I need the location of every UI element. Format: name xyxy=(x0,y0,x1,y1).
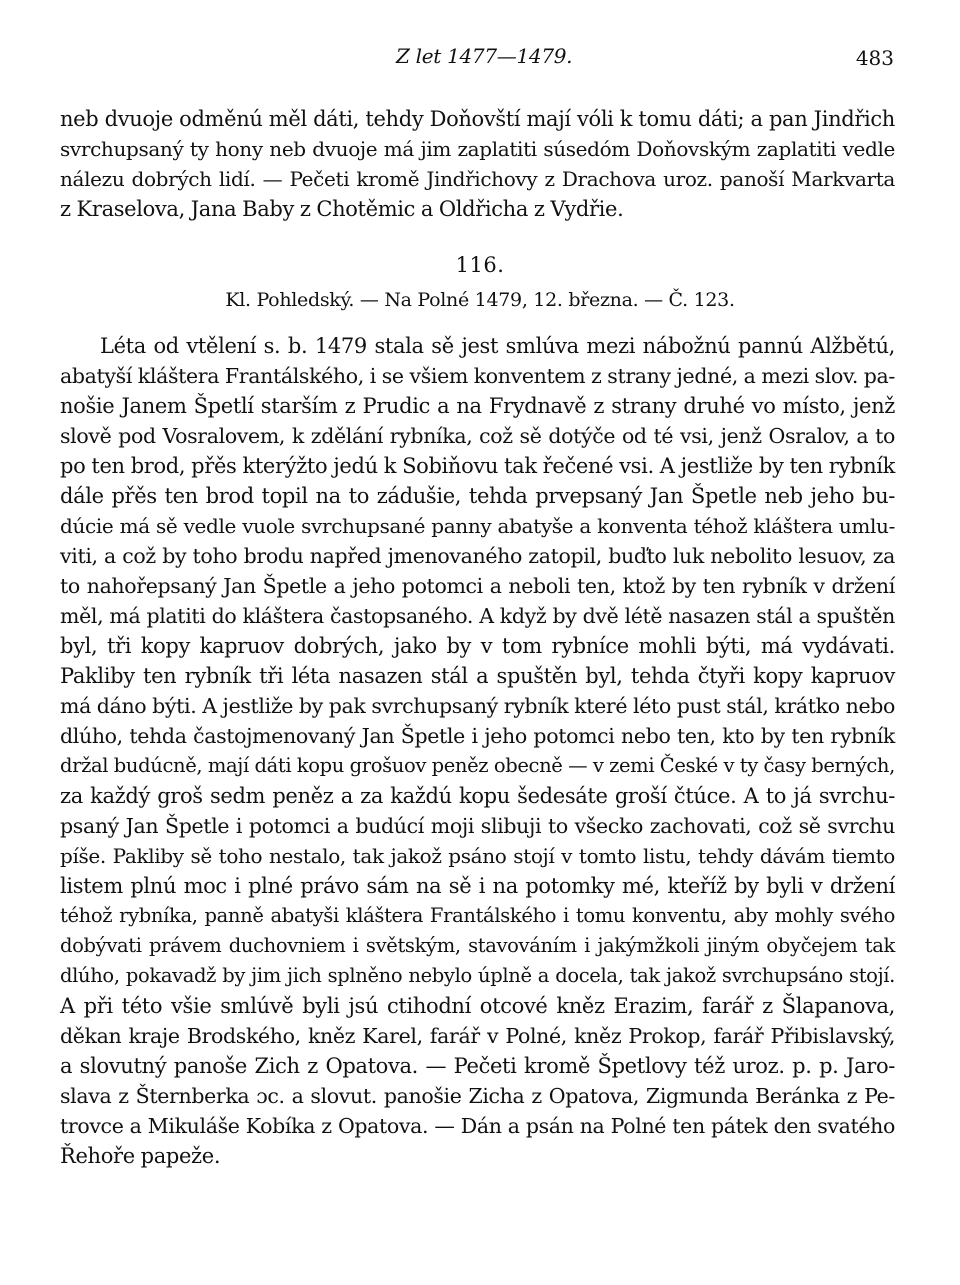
text-line: dále přěs ten brod topil na to zádušie, tehda prvepsaný Jan Špetle neb jeho bu- xyxy=(60,484,895,508)
text-line: děkan kraje Brodského, kněz Karel, farář v Polné, kněz Prokop, farář Přibislavský, xyxy=(60,1024,895,1048)
text-line: abatyší kláštera Frantálského, i se všiem konventem z strany jedné, a mezi slov. pa- xyxy=(60,364,895,388)
text-line: z Kraselova, Jana Baby z Chotěmic a Oldřicha z Vydřie. xyxy=(60,197,624,221)
text-line: neb dvuoje odměnú měl dáti, tehdy Doňovští mají vóli k tomu dáti; a pan Jindřich xyxy=(60,107,895,131)
text-line: slava z Šternberka ɔc. a slovut. panošie Zicha z Opatova, Zigmunda Beránka z Pe- xyxy=(60,1084,895,1108)
text-line: nošie Janem Špetlí starším z Prudic a na Frydnavě z strany druhé vo místo, jenž xyxy=(60,394,895,418)
document-regest: Kl. Pohledský. — Na Polné 1479, 12. března. — Č. 123. xyxy=(225,289,735,311)
text-line: byl, tři kopy kapruov dobrých, jako by v tom rybníce mohli býti, má vydávati. xyxy=(60,634,895,658)
text-line: píše. Pakliby sě toho nestalo, tak jakož psáno stojí v tomto listu, tehdy dávám tiemto xyxy=(60,844,895,868)
page-header xyxy=(60,44,898,76)
text-line: nálezu dobrých lidí. — Pečeti kromě Jindřichovy z Drachova uroz. panoší Markvarta xyxy=(60,167,895,191)
text-line: to nahořepsaný Jan Špetle a jeho potomci a neboli ten, ktož by ten rybník v držení xyxy=(60,574,895,598)
text-line: Řehoře papeže. xyxy=(60,1144,221,1168)
page-number: 483 xyxy=(855,46,894,70)
text-line: viti, a což by toho brodu napřed jmenovaného zatopil, buďto luk nebolito lesuov, za xyxy=(60,544,895,568)
text-line: dlúho, pokavadž by jim jich splněno nebylo úplně a docela, tak jakož svrchupsáno stojí. xyxy=(60,964,895,987)
running-head: Z let 1477—1479. xyxy=(396,44,573,68)
text-line: dlúho, tehda častojmenovaný Jan Špetle i jeho potomci nebo ten, kto by ten rybník xyxy=(60,724,895,748)
text-line: listem plnú moc i plné právo sám na sě i na potomky mé, kteříž by byli v držení xyxy=(60,874,895,898)
document-number: 116. xyxy=(455,253,505,277)
text-line: A při této všie smlúvě byli jsú ctihodní otcové kněz Erazim, farář z Šlapanova, xyxy=(60,994,895,1018)
text-line: slově pod Vosralovem, k zdělání rybníka, což sě dotýče od té vsi, jenž Osralov, a to xyxy=(60,424,895,448)
text-line: dobývati právem duchovniem i světským, stavováním i jakýmžkoli jiným obyčejem tak xyxy=(60,934,895,957)
text-line: držal budúcně, mají dáti kopu grošuov peněz obecně — v zemi České v ty časy berných, xyxy=(60,754,895,777)
text-line: měl, má platiti do kláštera častopsaného. A když by dvě létě nasazen stál a spuštěn xyxy=(60,604,895,628)
text-line: téhož rybníka, panně abatyši kláštera Frantálského i tomu konventu, aby mohly svého xyxy=(60,904,895,927)
text-line: svrchupsaný ty hony neb dvuoje má jim zaplatiti súsedóm Doňovským zaplatiti vedle xyxy=(60,137,895,161)
text-line: po ten brod, přěs kterýžto jedú k Sobiňovu tak řečené vsi. A jestliže by ten rybník xyxy=(60,454,895,478)
text-line: dúcie má sě vedle vuole svrchupsané panny abatyše a konventa téhož kláštera umlu- xyxy=(60,514,895,538)
text-line: Léta od vtělení s. b. 1479 stala sě jest smlúva mezi nábožnú pannú Alžbětú, xyxy=(100,334,895,358)
text-line: za každý groš sedm peněz a za každú kopu šedesáte groší čtúce. A to já svrchu- xyxy=(60,784,895,808)
text-line: má dáno býti. A jestliže by pak svrchupsaný rybník které léto pust stál, krátko nebo xyxy=(60,694,895,718)
text-line: psaný Jan Špetle i potomci a budúcí moji slibuji to všecko zachovati, což sě svrchu xyxy=(60,814,895,838)
text-line: a slovutný panoše Zich z Opatova. — Pečeti kromě Špetlovy též uroz. p. p. Jaro- xyxy=(60,1054,895,1078)
text-line: Pakliby ten rybník tři léta nasazen stál a spuštěn byl, tehda čtyři kopy kapruov xyxy=(60,664,895,688)
text-line: trovce a Mikuláše Kobíka z Opatova. — Dán a psán na Polné ten pátek den svatého xyxy=(60,1114,895,1138)
